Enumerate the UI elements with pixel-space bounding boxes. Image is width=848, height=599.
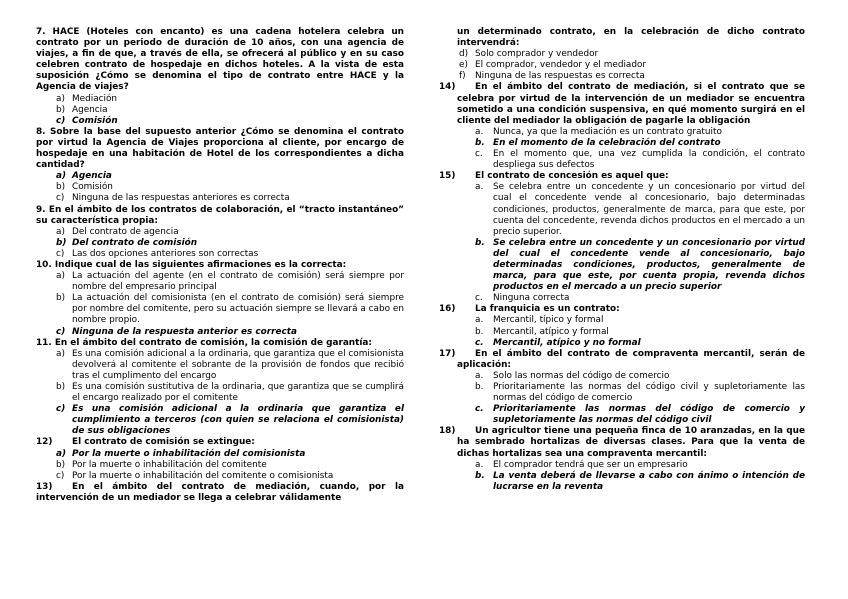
question-number: 14): [439, 82, 456, 93]
option-text: El comprador tendrá que ser un empresario: [493, 459, 688, 470]
option-letter: f): [459, 71, 466, 82]
option-text: El comprador, vendedor y el mediador: [475, 60, 647, 71]
option-letter: b.: [475, 382, 484, 392]
option-text: Es una comisión sustitutiva de la ordinaria, que garantiza que se cumplirá el encargo realizado por el comitente: [72, 382, 404, 404]
option-text: Por la muerte o inhabilitación del comisionista: [72, 448, 306, 459]
option-letter: c): [56, 404, 66, 415]
question-number: 8.: [36, 126, 46, 137]
question-body: Un agricultor tiene una pequeña finca de 10 aranzadas, en la que ha sembrado hortalizas de diversas clases. Para que la venta de dichas hortalizas sea una compraventa mercantil:: [457, 426, 805, 459]
question-block: [36, 260, 404, 338]
continued-question-text: un determinado contrato, en la celebración de dicho contrato intervendrá:: [457, 27, 805, 49]
option-letter: e): [459, 60, 468, 71]
option-letter: a): [56, 348, 65, 359]
option-letter: c): [56, 326, 66, 337]
option-text: Nunca, ya que la mediación es un contrato gratuito: [493, 126, 722, 137]
option-letter: b): [56, 382, 66, 392]
option-correct: [36, 238, 404, 249]
option: [439, 315, 805, 326]
option-letter: c.: [475, 404, 484, 415]
question-text: [439, 304, 805, 315]
option-correct: [36, 116, 404, 127]
option-text: Prioritariamente las normas del código de comercio y supletoriamente las normas del código civil: [493, 404, 805, 426]
option-text: Mercantil, típico y formal: [493, 315, 604, 326]
question-number: 16): [439, 304, 456, 315]
option-letter: c.: [475, 149, 483, 160]
option: [36, 382, 404, 404]
option-text: Solo comprador y vendedor: [475, 49, 599, 60]
option-letter: c): [56, 115, 66, 126]
question-number: 11.: [36, 337, 52, 348]
option-text: Ninguna correcta: [493, 293, 570, 304]
option-letter: b.: [475, 137, 485, 148]
option-letter: a): [56, 448, 67, 459]
option: [36, 293, 404, 326]
option-letter: c.: [475, 337, 484, 348]
option-text: Del contrato de comisión: [72, 237, 198, 248]
option-text: Por la muerte o inhabilitación del comitente o comisionista: [72, 470, 334, 481]
option-letter: a): [56, 271, 65, 282]
option-correct: [36, 449, 404, 460]
question-block: [36, 127, 404, 205]
option-text: La actuación del comisionista (en el contrato de comisión) será siempre por nombre del comitente, pero su actuación siempre se llevará a cabo en nombre propio.: [72, 293, 404, 326]
option-text: La actuación del agente (en el contrato de comisión) será siempre por nombre del empresario principal: [72, 271, 404, 293]
question-body: Indique cual de las siguientes afirmaciones es la correcta:: [54, 259, 347, 270]
question-number: 18): [439, 426, 456, 437]
right-column: [439, 27, 805, 493]
option-text: En el momento de la celebración del contrato: [493, 137, 721, 148]
option-text: Se celebra entre un concedente y un concesionario por virtud del cual el concedente vende al concesionario, bajo determinadas condiciones, productos, generalmente de marca, para que este, por cuenta propia, revenda dichos productos en el mercado a un precio superior: [493, 237, 805, 293]
question-text: [36, 338, 404, 349]
question-body: HACE (Hoteles con encanto) es una cadena hotelera celebra un contrato por un periodo de duración de 10 años, con una agencia de viajes, a fin de que, a través de ella, se ofrecerá al público y en su caso celebren contrato de hospedaje en dichos hoteles. A la vista de esta suposición ¿Cómo se denomina el tipo de contrato entre HACE y la Agencia de viajes?: [36, 27, 404, 93]
question-number: 9.: [36, 204, 46, 215]
option-text: Ninguna de las respuestas anteriores es correcta: [72, 193, 290, 204]
option: [36, 460, 404, 471]
option: [36, 193, 404, 204]
option: [439, 371, 805, 382]
option-text: Se celebra entre un concedente y un concesionario por virtud del cual el concedente vende al concesionario, bajo determinadas condiciones, productos, generalmente de marca, para que este, por cuenta del concedente, revenda dichos productos en el mercado a un precio superior.: [493, 182, 805, 237]
question-text: [439, 171, 805, 182]
option-letter: c.: [475, 293, 483, 304]
option-text: Por la muerte o inhabilitación del comitente: [72, 459, 267, 470]
option: [439, 293, 805, 304]
question-body: El contrato de comisión se extingue:: [72, 437, 255, 448]
question-block: [36, 27, 404, 127]
question-body: En el ámbito del contrato de compraventa mercantil, serán de aplicación:: [457, 348, 805, 370]
question-body: La franquicia es un contrato:: [475, 304, 620, 315]
option-text: Mercantil, atípico y no formal: [493, 337, 641, 348]
option-text: Agencia: [72, 171, 112, 182]
option: [439, 71, 805, 82]
question-block: [439, 349, 805, 427]
option-correct: [36, 327, 404, 338]
question-number: 17): [439, 348, 456, 359]
option-letter: a.: [475, 459, 484, 470]
option-text: Del contrato de agencia: [72, 226, 179, 237]
option-letter: d): [459, 49, 469, 60]
option-letter: a): [56, 93, 65, 104]
option-letter: b.: [475, 237, 485, 248]
question-number: 7.: [36, 27, 46, 37]
option: [36, 349, 404, 382]
option: [36, 182, 404, 193]
option-text: La venta deberá de llevarse a cabo con ánimo o intención de lucrarse en la reventa: [493, 470, 805, 492]
option-text: En el momento que, una vez cumplida la condición, el contrato despliega sus defectos: [493, 149, 805, 171]
option-letter: b.: [475, 326, 484, 337]
option-letter: a.: [475, 315, 484, 326]
option-text: Es una comisión adicional a la ordinaria, que garantiza que el comisionista devolverá al comitente el sobrante de la provisión de fondos que recibió tras el cumplimento del encargo: [72, 348, 404, 381]
option: [439, 127, 805, 138]
option: [439, 460, 805, 471]
option-correct: [36, 171, 404, 182]
option-text: Las dos opciones anteriores son correctas: [72, 248, 259, 259]
option-correct: [439, 338, 805, 349]
question-block: [439, 426, 805, 493]
question-text: [439, 426, 805, 459]
option-letter: b): [56, 237, 67, 248]
question-text: [36, 437, 404, 448]
option-text: Ninguna de las respuestas es correcta: [475, 71, 645, 82]
question-block: [36, 205, 404, 260]
option-correct: [439, 404, 805, 426]
question-body: En el ámbito del contrato de mediación, cuando, por la intervención de un mediador se llega a celebrar válidamente: [36, 481, 404, 503]
question-body: Sobre la base del supuesto anterior ¿Cómo se denomina el contrato por virtud la Agencia de Viajes proporciona al cliente, por encargo de hospedaje en una habitación de Hotel de los correspondientes a dicha cantidad?: [36, 126, 404, 171]
option-text: Mercantil, atípico y formal: [493, 326, 609, 337]
question-block: [36, 338, 404, 438]
option-text: Mediación: [72, 93, 118, 104]
option-text: Comisión: [72, 115, 118, 126]
option-letter: c): [56, 193, 65, 204]
option-letter: b): [56, 104, 66, 115]
question-body: El contrato de concesión es aquel que:: [475, 171, 669, 182]
question-text: [36, 27, 404, 94]
question-block: [439, 171, 805, 304]
option: [439, 382, 805, 404]
question-text: [36, 482, 404, 504]
option-correct: [439, 138, 805, 149]
option-letter: a.: [475, 182, 484, 193]
question-body: En el ámbito de los contratos de colaboración, el “tracto instantáneo” su característica propia:: [36, 204, 404, 226]
question-text: [439, 349, 805, 371]
option-letter: b.: [475, 470, 485, 481]
option: [36, 249, 404, 260]
left-column: [36, 27, 404, 504]
question-text: [439, 82, 805, 126]
option-text: Agencia: [72, 104, 108, 115]
option: [36, 271, 404, 293]
continued-options: [439, 49, 805, 82]
option-letter: b): [56, 293, 66, 304]
option-letter: b): [56, 459, 66, 470]
question-number: 15): [439, 171, 456, 182]
option-text: Comisión: [72, 182, 113, 193]
option: [439, 327, 805, 338]
option-letter: c): [56, 470, 65, 481]
option-letter: a): [56, 226, 65, 237]
question-body: En el ámbito del contrato de mediación, si el contrato que se celebra por virtud de la intervención de un mediador se encuentra sometido a una condición suspensiva, en qué momento surgirá en el cliente del mediador la obligación de pagarle la obligación: [457, 82, 805, 126]
option: [36, 471, 404, 482]
question-number: 10.: [36, 259, 52, 270]
option-letter: b): [56, 182, 66, 193]
option: [439, 60, 805, 71]
option-correct: [439, 238, 805, 293]
option-letter: a.: [475, 126, 484, 137]
option-letter: a): [56, 171, 67, 182]
option: [36, 94, 404, 105]
option: [439, 49, 805, 60]
option-text: Solo las normas del código de comercio: [493, 370, 670, 381]
question-block: [439, 304, 805, 348]
option-letter: c): [56, 248, 65, 259]
question-text: [36, 205, 404, 227]
option: [36, 227, 404, 238]
option: [36, 105, 404, 116]
question-text: [36, 260, 404, 271]
question-number: 12): [36, 437, 53, 448]
option: [439, 182, 805, 237]
option-text: Ninguna de la respuesta anterior es correcta: [72, 326, 297, 337]
option: [439, 149, 805, 171]
option-correct: [439, 471, 805, 493]
question-number: 13): [36, 481, 53, 492]
question-block: [36, 482, 404, 504]
question-block: [439, 82, 805, 171]
option-text: Es una comisión adicional a la ordinaria que garantiza el cumplimiento a terceros (con quien se relaciona el comisionista) de sus obligaciones: [72, 404, 404, 437]
question-body: En el ámbito del contrato de comisión, la comisión de garantía:: [54, 337, 372, 348]
option-letter: a.: [475, 370, 484, 381]
question-block: [36, 437, 404, 481]
option-text: Prioritariamente las normas del código civil y supletoriamente las normas del código de comercio: [493, 382, 805, 404]
question-text: [36, 127, 404, 171]
option-correct: [36, 404, 404, 437]
